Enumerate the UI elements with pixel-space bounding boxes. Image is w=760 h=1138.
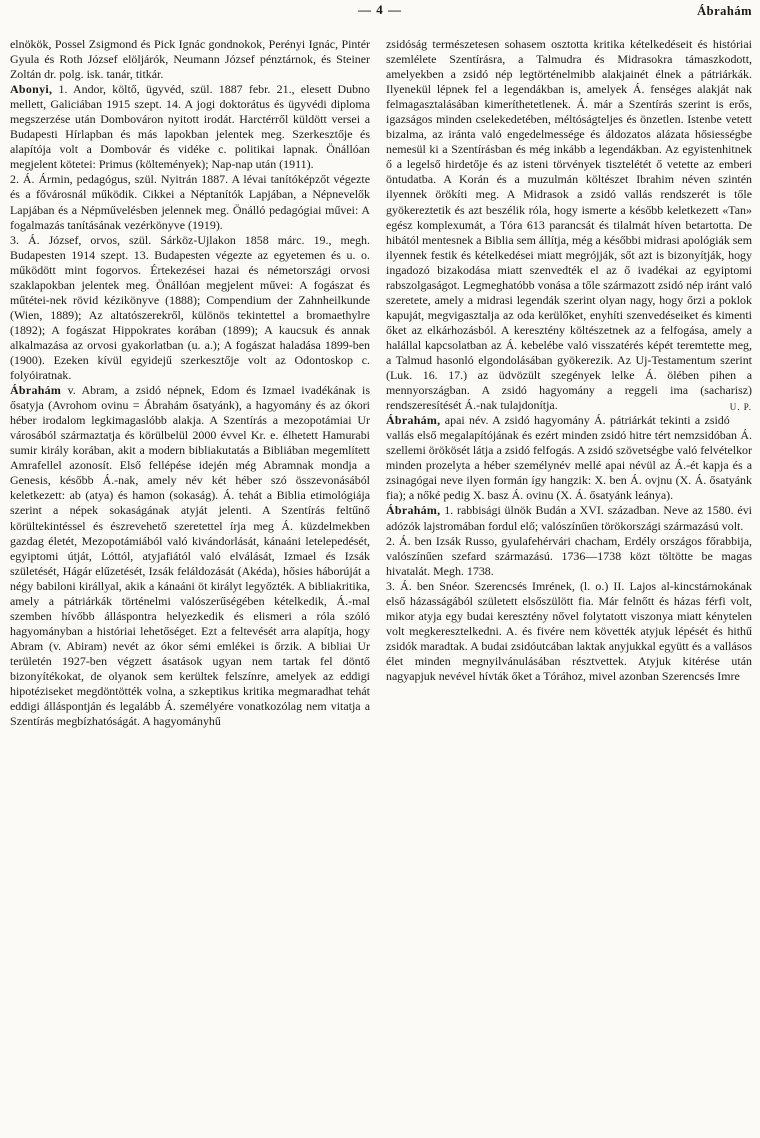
entry-text: 3. Á. József, orvos, szül. Sárköz-Ujlakon 1858 márc. 19., megh. Budapesten 1914 szept. 13. Budapesten végezte az egyetemen és u. o. működött mint fogorvos. Értekezései hazai és németországi orvosi szaklapokban jelentek meg. Önállóan megjelent művei: A fogászat és műtétei-nek rövid kézikönyve (1888); Compendium der Zahnheilkunde (Wien, 1889); Az altatószerekről, különös tekintettel a bromaethylre (1892); A fogászat Hippokrates korában (1899); A kaucsuk és annak alkalmazása az orvosi gyakorlatban (u. a.); A fogászat haladása 1899-ben (1900). Ezeken kívül egyidejű szerkesztője volt az Odontoskop c. folyóiratnak. xyxy=(10,232,370,383)
entry-text: 1. Andor, költő, ügyvéd, szül. 1887 febr. 21., elesett Dubno mellett, Galiciában 1915 szept. 14. A jogi doktorátus és ügyvédi diploma megszerzése után Dombováron nyitott irodát. Harctérről küldött versei a Budapesti Hírlapban és más lapokban jelentek meg. Szerkesztője és alapítója volt a Dombovár és vidéke c. politikai lapnak. Önállóan megjelent kötetei: Primus (költemények); Nap-nap után (1911). xyxy=(10,82,370,172)
entry-text: elnökök, Possel Zsigmond és Pick Ignác gondnokok, Perényi Ignác, Pintér Gyula és Roth József elöljárók, Neumann József pénztárnok, és Steiner Zoltán dr. polg. isk. tanár, titkár. xyxy=(10,37,370,82)
entry-text: 3. Á. ben Snéor. Szerencsés Imrének, (l. o.) II. Lajos al-kincstárnokának első házasságából született elsőszülött fia. Már felnőtt és házas férfi volt, mikor atyja egy budai keresztény nővel folytatott viszonya miatt kénytelen volt megkeresztelkedni. A. és fivére nem követték atyjuk lépését és hithű zsidók maradtak. A budai zsidóutcában laktak anyjukkal együtt és a vallásos élet minden megnyilvánulásában résztvettek. Atyjuk kitérése után nagyapjuk nevével hívták őket a Tórához, mivel azonban Szerencsés Imre xyxy=(386,578,752,683)
entry-text: zsidóság természetesen sohasem osztotta kritika kételkedéseit és históriai szemlélete Szentírásra, a Talmudra és Midrasokra támaszkodott, amelyekben a zsidó nép legtörténelmibb alakjainét élnek a pátriárkák. Ilyenekül lépnek fel a legendákban is, amelyek Á. fenséges alakját nak felmagasztalásában kimeríthetetlenek. Á. már a Szentírás szerint is erős, igazságos minden cselekedetében, méltóságteljes és önzetlen. Istenbe vetett bizalma, az iránta való engedelmessége és áldozatos alázata hősiességbe nemesül ki a Szentírásban és még inkább a legendákban. Az egyistenhitnek ő a legelső hirdetője és az isteni törvények tisztelétét ő vetette az emberi öntudatba. A Korán és a muzulmán költészet Ibrahim néven szintén ilyennek örökíti meg. A Midrasok a zsidó vallás rendszerét is tőle gyökereztetik és azt beszélik róla, hogy ismerte a később keletkezett «Tan» egész komplexumát, a Tóra 613 parancsát és tilalmát híven betartotta. De hibától mentesnek a Biblia sem állítja, még a későbbi midrasi apológiák sem ilyennek festik és kételkedései miatt megrójják, sőt azt is bizonyítják, hogy ingadozó bizakodása miatt szenvedték el az ő ivadékai az egyiptomi rabszolgaságot. Legmeghatóbb vonása a tőle származott zsidó nép iránt való szeretete, amely a midrasi legendák szerint olyan nagy, hogy őrzi a poklok kapuját, megvigasztalja az oda kerülőket, enyhíti szenvedéseiket és kimenti őket az elkárhozásból. A keresztény költészetnek az a felfogása, amely a halállal kapcsolatban az Á. kebelébe való visszatérés képét teremtette meg, a Talmud hasonló elgondolásában gyökerezik. Az Uj-Testamentum szerint (Luk. 16. 17.) az üdvözült szegények lelke Á. ölében pihen a mennyországban. A zsidó hagyomány a reggeli ima (sacharisz) rendszeresítését Á.-nak tulajdonítja. xyxy=(386,37,752,413)
entry-headword: Abonyi, xyxy=(10,82,53,97)
entry-abraham-rabbi xyxy=(386,503,752,533)
entry-paragraph xyxy=(386,534,752,579)
entry-headword: Ábrahám, xyxy=(386,413,441,428)
entry-text: v. Abram, a zsidó népnek, Edom és Izmael ivadékának is ősatyja (Avrohom ovinu = Ábrahám ősatyánk), a hagyomány és az ókori héber irodalom legkimagaslóbb alakja. A Szentírás a mezopotámiai Ur városából származtatja és körülbelül 2000 évvel Kr. e. élhetett Hamurabi sumir király korában, akit a modern bibliakutatás a Bibliában megemlített Amrafellel azonosít. Első fellépése idején még Abramnak mondja a Genesis, később Á.-nak, amely név két héber szó összevonásából keletkezett: ab (atya) és hamon (sokaság). Á. tehát a Biblia etimológiája szerint a népek sokaságának atyját jelenti. A Szentírás feltűnő körültekintéssel és észrevehető szeretettel írja meg Á. küzdelmekben gazdag életét, Mezopotámiából való kivándorlását, kánaáni letelepedését, egyiptomi útját, Lóttól, atyjafiától való elválását, Izmael és Izsák születését, Hágár elűzetését, Izsák feláldozását (Akéda), hősies háborúját a négy babiloni királlyal, akik a kánaáni öt királyt legyőzték. A bibliakritika, amely a pátriárkák történelmi valószerűségében kételkedik, Á.-mal szemben hívőbb álláspontra helyezkedik és elismeri a róla szóló hagyományban a históriai lehetőséget. Ezt a feltevését arra alapítja, hogy Abram (v. Abiram) nevét az ókor sémi emlékei is őrzik. A bibliai Ur területén 1927-ben végzett ásatások ugyan nem tartak fel döntő bizonyítékokat, de olyanok sem kerültek felszínre, amelyek az eddigi hipotéziseket megdöntötték volna, a szkeptikus kritika megmaradhat tehát eddigi álláspontján és legalább Á. személyére vonatkozólag nem vitatja a Szentírás megbízhatóságát. A hagyományhű xyxy=(10,383,370,729)
entry-text: 1. rabbisági ülnök Budán a XVI. században. Neve az 1580. évi adózók lajstromában fordul elő; valószínűen törökországi származású volt. xyxy=(386,503,752,533)
entry-text: 2. Á. ben Izsák Russo, gyulafehérvári chacham, Erdély országos főrabbija, valószínűen szefard származású. 1736—1738 közt töltötte be magas hivatalát. Megh. 1738. xyxy=(386,533,752,578)
entry-headword: Ábrahám xyxy=(10,383,62,398)
entry-abraham xyxy=(10,383,370,729)
entry-paragraph xyxy=(386,579,752,684)
author-signature: U. P. xyxy=(729,402,752,413)
page-header xyxy=(0,2,760,24)
entry-headword: Ábrahám, xyxy=(386,503,441,518)
running-head: Ábrahám xyxy=(697,4,752,18)
entry-paragraph xyxy=(10,37,370,82)
entry-abraham-apai-nev xyxy=(386,413,752,503)
entry-paragraph xyxy=(10,233,370,383)
right-column xyxy=(386,37,752,1127)
entry-paragraph xyxy=(386,37,752,413)
entry-text: 2. Á. Ármin, pedagógus, szül. Nyitrán 1887. A lévai tanítóképzőt végezte és a fővárosnál működik. Cikkei a Néptanítók Lapjában, a Népnevelők Lapjában és a Népművelésben jelennek meg. Önálló pedagógiai művei: A fogalmazás tanításának vezérkönyve (1919). xyxy=(10,172,370,232)
entry-text: apai név. A zsidó hagyomány Á. pátriárkát tekinti a zsidó vallás első megalapítójának és ezért minden zsidó hitre tért nemzsidóban Á. szellemi örökösét látja a zsidó felfogás. A zsidó szövetségbe való felvételkor minden prozelyta a héber személynév mellé apai névül az Á.-ét kapja és a zsinagógai neve ilyen formán így hangzik: X. ben Á. ovjnu (X. Á. ősatyánk fia); a nőké pedig X. basz Á. ovinu (X. Á. ősatyánk leánya). xyxy=(386,413,752,503)
left-column xyxy=(10,37,370,1127)
entry-paragraph xyxy=(10,172,370,232)
page-number: — 4 — xyxy=(358,2,402,17)
entry-abonyi xyxy=(10,82,370,172)
